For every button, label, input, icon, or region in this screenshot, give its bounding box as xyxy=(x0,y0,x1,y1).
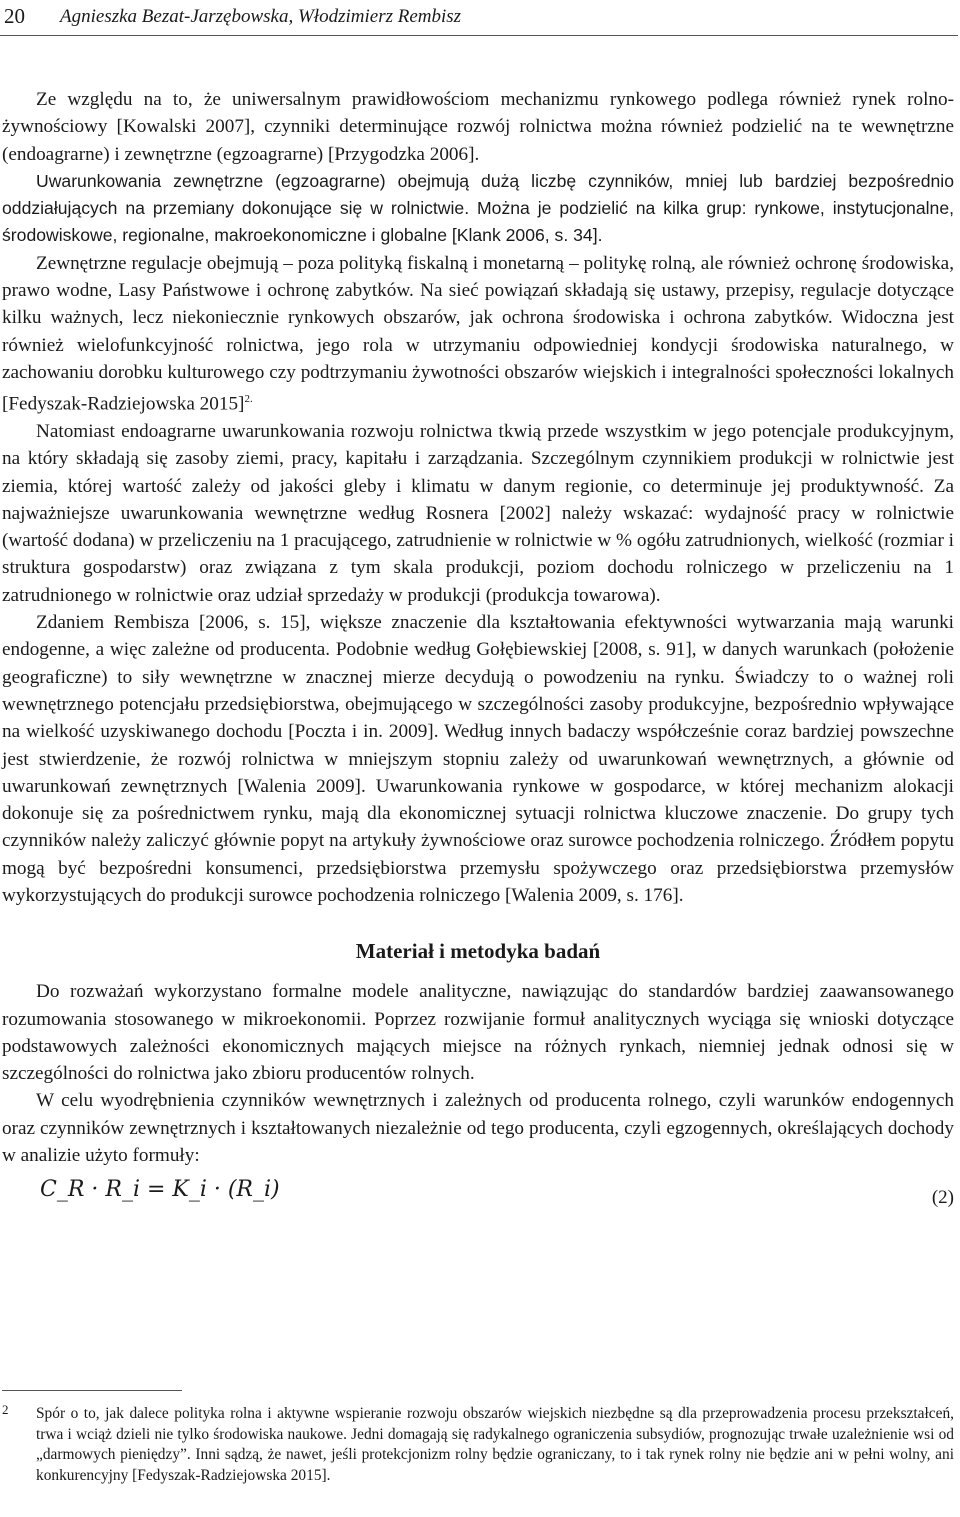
footnote-rule xyxy=(2,1390,182,1391)
page-number: 20 xyxy=(4,4,25,28)
paragraph: Do rozważań wykorzystano formalne modele analityczne, nawiązując do standardów bardziej zaawansowanego rozumowania stosowanego w mikroekonomii. Poprzez rozwijanie formuł analitycznych wyciąga się wnioski dotyczące podstawowych zależności ekonomicznych mających miejsce na różnych rynkach, niemniej jednak odnosi się w szczególności do rolnictwa jako zbioru producentów rolnych. xyxy=(2,981,954,1085)
footnote-text: Spór o to, jak dalece polityka rolna i aktywne wspieranie rozwoju obszarów wiejskich niezbędne są dla przeprowadzenia procesu przekształceń, trwa i wciąż dzieli nie tylko środowiska naukowe. Jedni domagają się radykalnego ograniczenia subsydiów, prognozując trwałe uzależnienie wsi od „darmowych pieniędzy”. Inni sądzą, że nawet, jeśli protekcjonizm rolny będzie ograniczany, to i tak rynek rolny nie będzie ani w pełni wolny, ani konkurencyjny [Fedyszak-Radziejowska 2015]. xyxy=(36,1405,954,1484)
footnote xyxy=(2,1404,954,1486)
body-text xyxy=(2,86,954,1215)
paragraph: W celu wyodrębnienia czynników wewnętrznych i zależnych od producenta rolnego, czyli warunków endogennych oraz czynników zewnętrznych i kształtowanych niezależnie od tego producenta, czyli egzogennych, określających dochody w analizie użyto formuły: xyxy=(2,1090,954,1167)
equation-number: (2) xyxy=(931,1187,954,1209)
paragraph xyxy=(2,250,954,418)
paragraph-text: Zewnętrzne regulacje obejmują – poza polityką fiskalną i monetarną – politykę rolną, ale również ochronę środowiska, prawo wodne, Lasy Państwowe i ochronę zabytków. Na sieć powiązań składają się ustawy, przepisy, regulacje dotyczące kilku ważnych, lecz niekoniecznie rynkowych obszarów, jak ochrona środowiska i ochrona zabytków. Widoczna jest również wielofunkcyjność rolnictwa, jego rola w utrzymaniu odpowiedniej kondycji środowiska naturalnego, w zachowaniu dorobku kulturowego czy podtrzymaniu żywotności obszarów wiejskich i integralności społeczności lokalnych [Fedyszak-Radziejowska 2015] xyxy=(2,252,954,415)
running-head-authors: Agnieszka Bezat-Jarzębowska, Włodzimierz Rembisz xyxy=(60,6,462,27)
paragraph: Natomiast endoagrarne uwarunkowania rozwoju rolnictwa tkwią przede wszystkim w jego potencjale produkcyjnym, na który składają się zasoby ziemi, pracy, kapitału i zarządzania. Szczególnym czynnikiem produkcji w rolnictwie jest ziemia, której wartość zależy od jakości gleby i klimatu w danym regionie, co determinuje jej produktywność. Za najważniejsze uwarunkowania wewnętrzne według Rosnera [2002] należy wskazać: wydajność pracy w rolnictwie (wartość dodana) w przeliczeniu na 1 pracującego, zatrudnienie w rolnictwie w % ogółu zatrudnionych, wielkość (rozmiar i struktura gospodarstw) oraz związana z tym skala produkcji, poziom dochodu rolniczego w przeliczeniu na 1 zatrudnionego w rolnictwie oraz udział sprzedaży w produkcji (produkcja towarowa). xyxy=(2,420,954,606)
footnote-number: 2 xyxy=(2,1402,9,1417)
paragraph: Ze względu na to, że uniwersalnym prawidłowościom mechanizmu rynkowego podlega również rynek rolno-żywnościowy [Kowalski 2007], czynniki determinujące rozwój rolnictwa można również podzielić na te wewnętrzne (endoagrarne) i zewnętrzne (egzoagrarne) [Przygodzka 2006]. xyxy=(2,89,954,165)
equation xyxy=(2,1175,954,1215)
page-header xyxy=(0,0,960,34)
equation-formula: C_R · R_i = K_i · (R_i) xyxy=(40,1177,280,1203)
section-heading: Materiał i metodyka badań xyxy=(355,939,601,964)
paragraph: Uwarunkowania zewnętrzne (egzoagrarne) obejmują dużą liczbę czynników, mniej lub bardziej bezpośrednio oddziałujących na przemiany dokonujące się w rolnictwie. Można je podzielić na kilka grup: rynkowe, instytucjonalne, środowiskowe, regionalne, makroekonomiczne i globalne [Klank 2006, s. 34]. xyxy=(2,170,954,246)
paragraph: Zdaniem Rembisza [2006, s. 15], większe znaczenie dla kształtowania efektywności wytwarzania mają warunki endogenne, a więc zależne od producenta. Podobnie według Gołębiewskiej [2008, s. 91], w danych warunkach (położenie geograficzne) to siły wewnętrzne w znacznej mierze decydują o powodzeniu na rynku. Świadczy to o ważnej roli wewnętrznego potencjału przedsiębiorstwa, obejmującego w szczególności zasoby produkcyjne, bezpośrednio wpływające na wielkość uzyskiwanego dochodu [Poczta i in. 2009]. Według innych badaczy współcześnie coraz bardziej powszechne jest stwierdzenie, że rozwój rolnictwa w mniejszym stopniu zależy od uwarunkowań wewnętrznych, a głównie od uwarunkowań zewnętrznych [Walenia 2009]. Uwarunkowania rynkowe w gospodarce, w której mechanizm alokacji dokonuje się za pośrednictwem rynku, mają dla ekonomicznej sytuacji rolnictwa kluczowe znaczenie. Do grupy tych czynników należy zaliczyć głównie popyt na artykuły żywnościowe oraz surowce pochodzenia rolniczego. Źródłem popytu mogą być bezpośredni konsumenci, przedsiębiorstwa przemysłu spożywczego oraz przedsiębiorstwa przemysłów wykorzystujących do produkcji surowce pochodzenia rolniczego [Walenia 2009, s. 176]. xyxy=(2,612,954,906)
header-rule xyxy=(0,35,958,36)
footnote-ref: 2. xyxy=(244,393,253,406)
